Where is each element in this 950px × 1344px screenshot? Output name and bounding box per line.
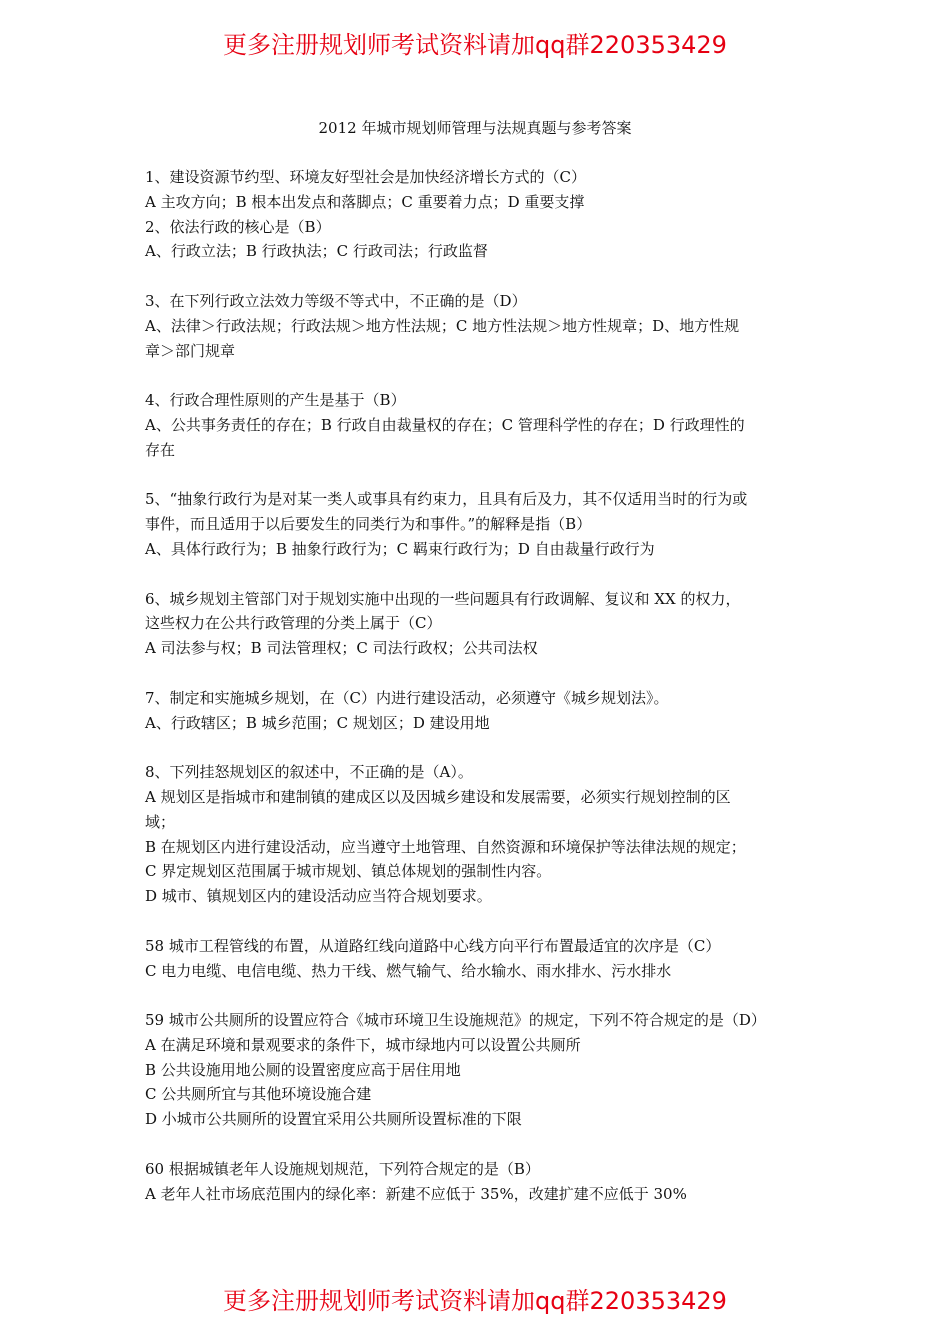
paragraph-gap bbox=[145, 735, 810, 760]
question-block bbox=[145, 1008, 810, 1132]
answer-option-a: A 在满足环境和景观要求的条件下，城市绿地内可以设置公共厕所 bbox=[145, 1035, 581, 1054]
question-block bbox=[145, 165, 810, 215]
paragraph-gap bbox=[145, 909, 810, 934]
answer-option-a-continued: 域； bbox=[145, 812, 176, 831]
question-stem: 3、在下列行政立法效力等级不等式中，不正确的是（D） bbox=[145, 291, 527, 310]
answer-option-c: C 公共厕所宜与其他环境设施合建 bbox=[145, 1085, 372, 1104]
question-block bbox=[145, 934, 810, 984]
question-block bbox=[145, 487, 810, 561]
question-block bbox=[145, 215, 810, 265]
question-block bbox=[145, 1157, 810, 1207]
question-block bbox=[145, 686, 810, 736]
promo-banner-top: 更多注册规划师考试资料请加qq群220353429 bbox=[223, 31, 727, 59]
paragraph-gap bbox=[145, 363, 810, 388]
question-stem: 58 城市工程管线的布置，从道路红线向道路中心线方向平行布置最适宜的次序是（C） bbox=[145, 936, 721, 955]
question-stem: 4、行政合理性原则的产生是基于（B） bbox=[145, 391, 406, 410]
answer-options-continued: 章＞部门规章 bbox=[145, 341, 236, 360]
paragraph-gap bbox=[145, 983, 810, 1008]
answer-option-a: A 老年人社市场底范围内的绿化率：新建不应低于 35%，改建扩建不应低于 30% bbox=[145, 1184, 687, 1203]
answer-options: A、行政立法；B 行政执法；C 行政司法；行政监督 bbox=[145, 242, 488, 261]
answer-option-d: D 小城市公共厕所的设置宜采用公共厕所设置标准的下限 bbox=[145, 1110, 522, 1129]
answer-option-b: B 在规划区内进行建设活动，应当遵守土地管理、自然资源和环境保护等法律法规的规定； bbox=[145, 837, 746, 856]
document-title: 2012 年城市规划师管理与法规真题与参考答案 bbox=[318, 119, 632, 137]
answer-option-b: B 公共设施用地公厕的设置密度应高于居住用地 bbox=[145, 1060, 461, 1079]
answer-option-c: C 电力电缆、电信电缆、热力干线、燃气输气、给水输水、雨水排水、污水排水 bbox=[145, 961, 672, 980]
paragraph-gap bbox=[145, 463, 810, 488]
answer-options: A 司法参与权；B 司法管理权；C 司法行政权；公共司法权 bbox=[145, 639, 538, 658]
answer-options-continued: 存在 bbox=[145, 440, 176, 459]
question-stem: 1、建设资源节约型、环境友好型社会是加快经济增长方式的（C） bbox=[145, 168, 587, 186]
paragraph-gap bbox=[145, 661, 810, 686]
question-stem: 59 城市公共厕所的设置应符合《城市环境卫生设施规范》的规定，下列不符合规定的是（D） bbox=[145, 1011, 766, 1030]
document-body bbox=[145, 165, 810, 1206]
question-stem: 60 根据城镇老年人设施规划规范，下列符合规定的是（B） bbox=[145, 1159, 540, 1178]
answer-option-c: C 界定规划区范围属于城市规划、镇总体规划的强制性内容。 bbox=[145, 862, 552, 881]
answer-options: A、具体行政行为；B 抽象行政行为；C 羁束行政行为；D 自由裁量行政行为 bbox=[145, 539, 655, 558]
paragraph-gap bbox=[145, 264, 810, 289]
answer-option-a: A 规划区是指城市和建制镇的建成区以及因城乡建设和发展需要，必须实行规划控制的区 bbox=[145, 787, 731, 806]
promo-banner-bottom: 更多注册规划师考试资料请加qq群220353429 bbox=[223, 1287, 727, 1315]
question-block bbox=[145, 587, 810, 661]
question-block bbox=[145, 760, 810, 909]
answer-options: A 主攻方向；B 根本出发点和落脚点；C 重要着力点；D 重要支撑 bbox=[145, 192, 585, 211]
answer-options: A、法律＞行政法规；行政法规＞地方性法规；C 地方性法规＞地方性规章；D、地方性规 bbox=[145, 316, 740, 335]
question-stem: 6、城乡规划主管部门对于规划实施中出现的一些问题具有行政调解、复议和 XX 的权力， bbox=[145, 589, 741, 608]
answer-options: A、公共事务责任的存在；B 行政自由裁量权的存在；C 管理科学性的存在；D 行政理性的 bbox=[145, 415, 745, 434]
question-stem: 5、“抽象行政行为是对某一类人或事具有约束力，且具有后及力，其不仅适用当时的行为或 bbox=[145, 490, 748, 509]
question-block bbox=[145, 289, 810, 363]
answer-options: A、行政辖区；B 城乡范围；C 规划区；D 建设用地 bbox=[145, 713, 490, 732]
paragraph-gap bbox=[145, 562, 810, 587]
question-stem: 8、下列挂怒规划区的叙述中，不正确的是（A）。 bbox=[145, 763, 473, 782]
question-stem-continued: 事件，而且适用于以后要发生的同类行为和事件。”的解释是指（B） bbox=[145, 515, 592, 534]
question-block bbox=[145, 388, 810, 462]
paragraph-gap bbox=[145, 1132, 810, 1157]
question-stem: 2、依法行政的核心是（B） bbox=[145, 217, 331, 236]
question-stem-continued: 这些权力在公共行政管理的分类上属于（C） bbox=[145, 614, 442, 633]
answer-option-d: D 城市、镇规划区内的建设活动应当符合规划要求。 bbox=[145, 887, 492, 906]
question-stem: 7、制定和实施城乡规划，在（C）内进行建设活动，必须遵守《城乡规划法》。 bbox=[145, 688, 669, 707]
